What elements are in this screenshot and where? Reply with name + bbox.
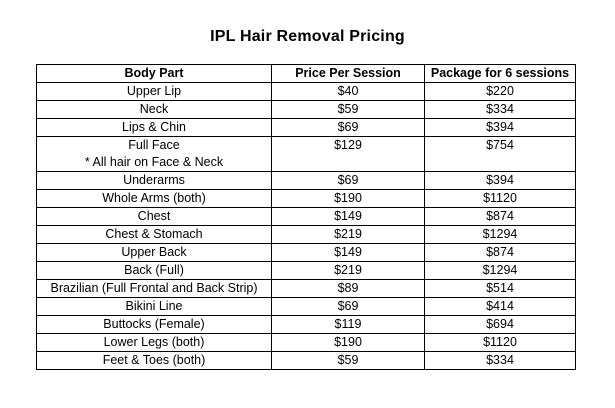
table-row [37,298,576,316]
body-part-label: Full Face [128,138,180,152]
price-cell: $59 [272,101,425,119]
table-row [37,244,576,262]
body-part-note: * All hair on Face & Neck [84,155,224,169]
price-cell: $190 [272,334,425,352]
table-row [37,190,576,208]
header-body-part: Body Part [37,65,272,83]
pricing-table [36,64,576,370]
table-row [37,172,576,190]
table-row [37,334,576,352]
package-cell: $1120 [425,334,576,352]
package-cell: $514 [425,280,576,298]
package-cell: $874 [425,244,576,262]
body-part-cell: Chest [37,208,272,226]
package-cell: $334 [425,352,576,370]
table-header-row [37,65,576,83]
body-part-cell: Neck [37,101,272,119]
price-cell: $219 [272,226,425,244]
table-row [37,226,576,244]
body-part-cell: Whole Arms (both) [37,190,272,208]
package-cell: $1294 [425,226,576,244]
body-part-cell: Back (Full) [37,262,272,280]
price-cell: $219 [272,262,425,280]
price-cell: $89 [272,280,425,298]
body-part-cell: Brazilian (Full Frontal and Back Strip) [37,280,272,298]
price-cell: $69 [272,172,425,190]
table-row [37,316,576,334]
table-row [37,101,576,119]
price-cell: $149 [272,208,425,226]
table-row [37,137,576,172]
page-title: IPL Hair Removal Pricing [210,28,405,45]
price-cell: $69 [272,119,425,137]
body-part-cell: Underarms [37,172,272,190]
body-part-cell [37,137,272,172]
table-row [37,119,576,137]
body-part-cell: Lower Legs (both) [37,334,272,352]
body-part-cell: Chest & Stomach [37,226,272,244]
price-cell: $69 [272,298,425,316]
package-cell: $394 [425,119,576,137]
package-cell: $694 [425,316,576,334]
price-cell: $119 [272,316,425,334]
price-cell: $59 [272,352,425,370]
package-cell: $1120 [425,190,576,208]
table-row [37,280,576,298]
package-cell: $220 [425,83,576,101]
body-part-cell: Upper Lip [37,83,272,101]
header-price-per-session: Price Per Session [272,65,425,83]
body-part-cell: Lips & Chin [37,119,272,137]
package-cell: $874 [425,208,576,226]
table-row [37,262,576,280]
price-cell: $40 [272,83,425,101]
price-cell: $129 [272,137,425,172]
body-part-cell: Buttocks (Female) [37,316,272,334]
table-row [37,352,576,370]
table-row [37,208,576,226]
package-cell: $394 [425,172,576,190]
package-cell: $1294 [425,262,576,280]
package-cell: $334 [425,101,576,119]
header-package-6-sessions: Package for 6 sessions [425,65,576,83]
package-cell: $754 [425,137,576,172]
price-cell: $149 [272,244,425,262]
package-cell: $414 [425,298,576,316]
body-part-cell: Upper Back [37,244,272,262]
price-cell: $190 [272,190,425,208]
body-part-cell: Feet & Toes (both) [37,352,272,370]
table-row [37,83,576,101]
body-part-cell: Bikini Line [37,298,272,316]
